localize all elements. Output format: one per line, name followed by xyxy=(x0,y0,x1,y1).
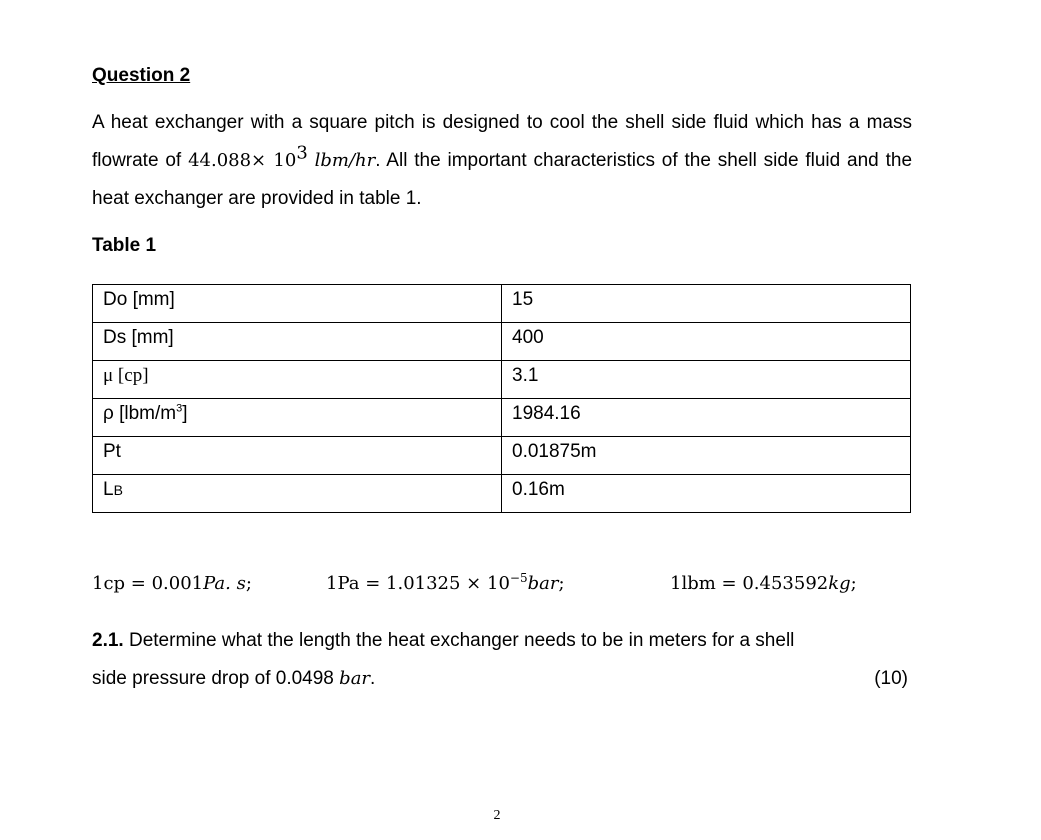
question-intro xyxy=(92,104,912,218)
row-value: 15 xyxy=(502,285,911,323)
flowrate-unit: lbm/hr xyxy=(314,150,376,171)
conv-sep: ; xyxy=(245,573,252,594)
conversion-pa xyxy=(326,573,565,594)
subquestion-number: 2.1. xyxy=(92,630,124,651)
table-row xyxy=(93,399,911,437)
row-label xyxy=(93,475,502,513)
conv-lhs: 1Pa xyxy=(326,573,360,594)
row-label: Do [mm] xyxy=(93,285,502,323)
row-value: 0.01875m xyxy=(502,437,911,475)
conv-unit: Pa. s xyxy=(203,573,246,594)
density-exponent: 3 xyxy=(176,402,183,415)
row-value: 3.1 xyxy=(502,361,911,399)
conv-rhs: = 0.453592 xyxy=(715,573,829,594)
table-row xyxy=(93,361,911,399)
subquestion-marks: (10) xyxy=(874,668,908,689)
conv-unit: kg xyxy=(828,573,851,594)
intro-text-2: . All the important characteristics of the shell side fluid and the heat exchanger are provided in table 1. xyxy=(92,150,913,209)
flowrate-exponent: 3 xyxy=(296,142,308,164)
subquestion-2-1 xyxy=(92,622,908,698)
row-label: Ds [mm] xyxy=(93,323,502,361)
row-label: Pt xyxy=(93,437,502,475)
subquestion-text-2-wrap xyxy=(92,660,375,698)
baffle-label: L xyxy=(103,479,114,500)
properties-table xyxy=(92,284,911,513)
row-value: 1984.16 xyxy=(502,399,911,437)
conversion-lbm xyxy=(670,573,857,594)
row-value: 0.16m xyxy=(502,475,911,513)
density-label: ρ [lbm/m xyxy=(103,403,177,424)
conv-unit: bar xyxy=(527,573,559,594)
question-title: Question 2 xyxy=(92,65,191,86)
conv-rhs: = 0.001 xyxy=(125,573,204,594)
table-row xyxy=(93,323,911,361)
baffle-subscript: B xyxy=(113,482,123,498)
subquestion-text-1: Determine what the length the heat exchanger needs to be in meters for a shell xyxy=(123,630,795,651)
table-caption: Table 1 xyxy=(92,235,157,256)
subquestion-line-2 xyxy=(92,660,908,698)
conv-sep: ; xyxy=(850,573,857,594)
row-label: μ [cp] xyxy=(93,361,502,399)
table-row xyxy=(93,285,911,323)
conv-lhs: 1lbm xyxy=(670,573,716,594)
density-label-end: ] xyxy=(182,403,188,424)
subquestion-end: . xyxy=(370,668,376,689)
conv-rhs: = 1.01325 × 10 xyxy=(359,573,510,594)
flowrate-value: 44.088× 10 xyxy=(188,150,297,171)
table-row xyxy=(93,437,911,475)
conv-lhs: 1cp xyxy=(92,573,126,594)
table-row xyxy=(93,475,911,513)
subquestion-line-1 xyxy=(92,622,908,660)
conv-sep: ; xyxy=(558,573,565,594)
row-label xyxy=(93,399,502,437)
subquestion-text-2: side pressure drop of 0.0498 xyxy=(92,668,340,689)
intro-text-1: A heat exchanger with a square pitch is designed to cool the shell side fluid which has a mass flowrate of xyxy=(92,112,912,171)
row-value: 400 xyxy=(502,323,911,361)
pressure-unit: bar xyxy=(339,668,371,689)
page-number: 2 xyxy=(493,808,501,823)
conversion-cp xyxy=(92,573,252,594)
conv-exponent: −5 xyxy=(509,571,528,585)
